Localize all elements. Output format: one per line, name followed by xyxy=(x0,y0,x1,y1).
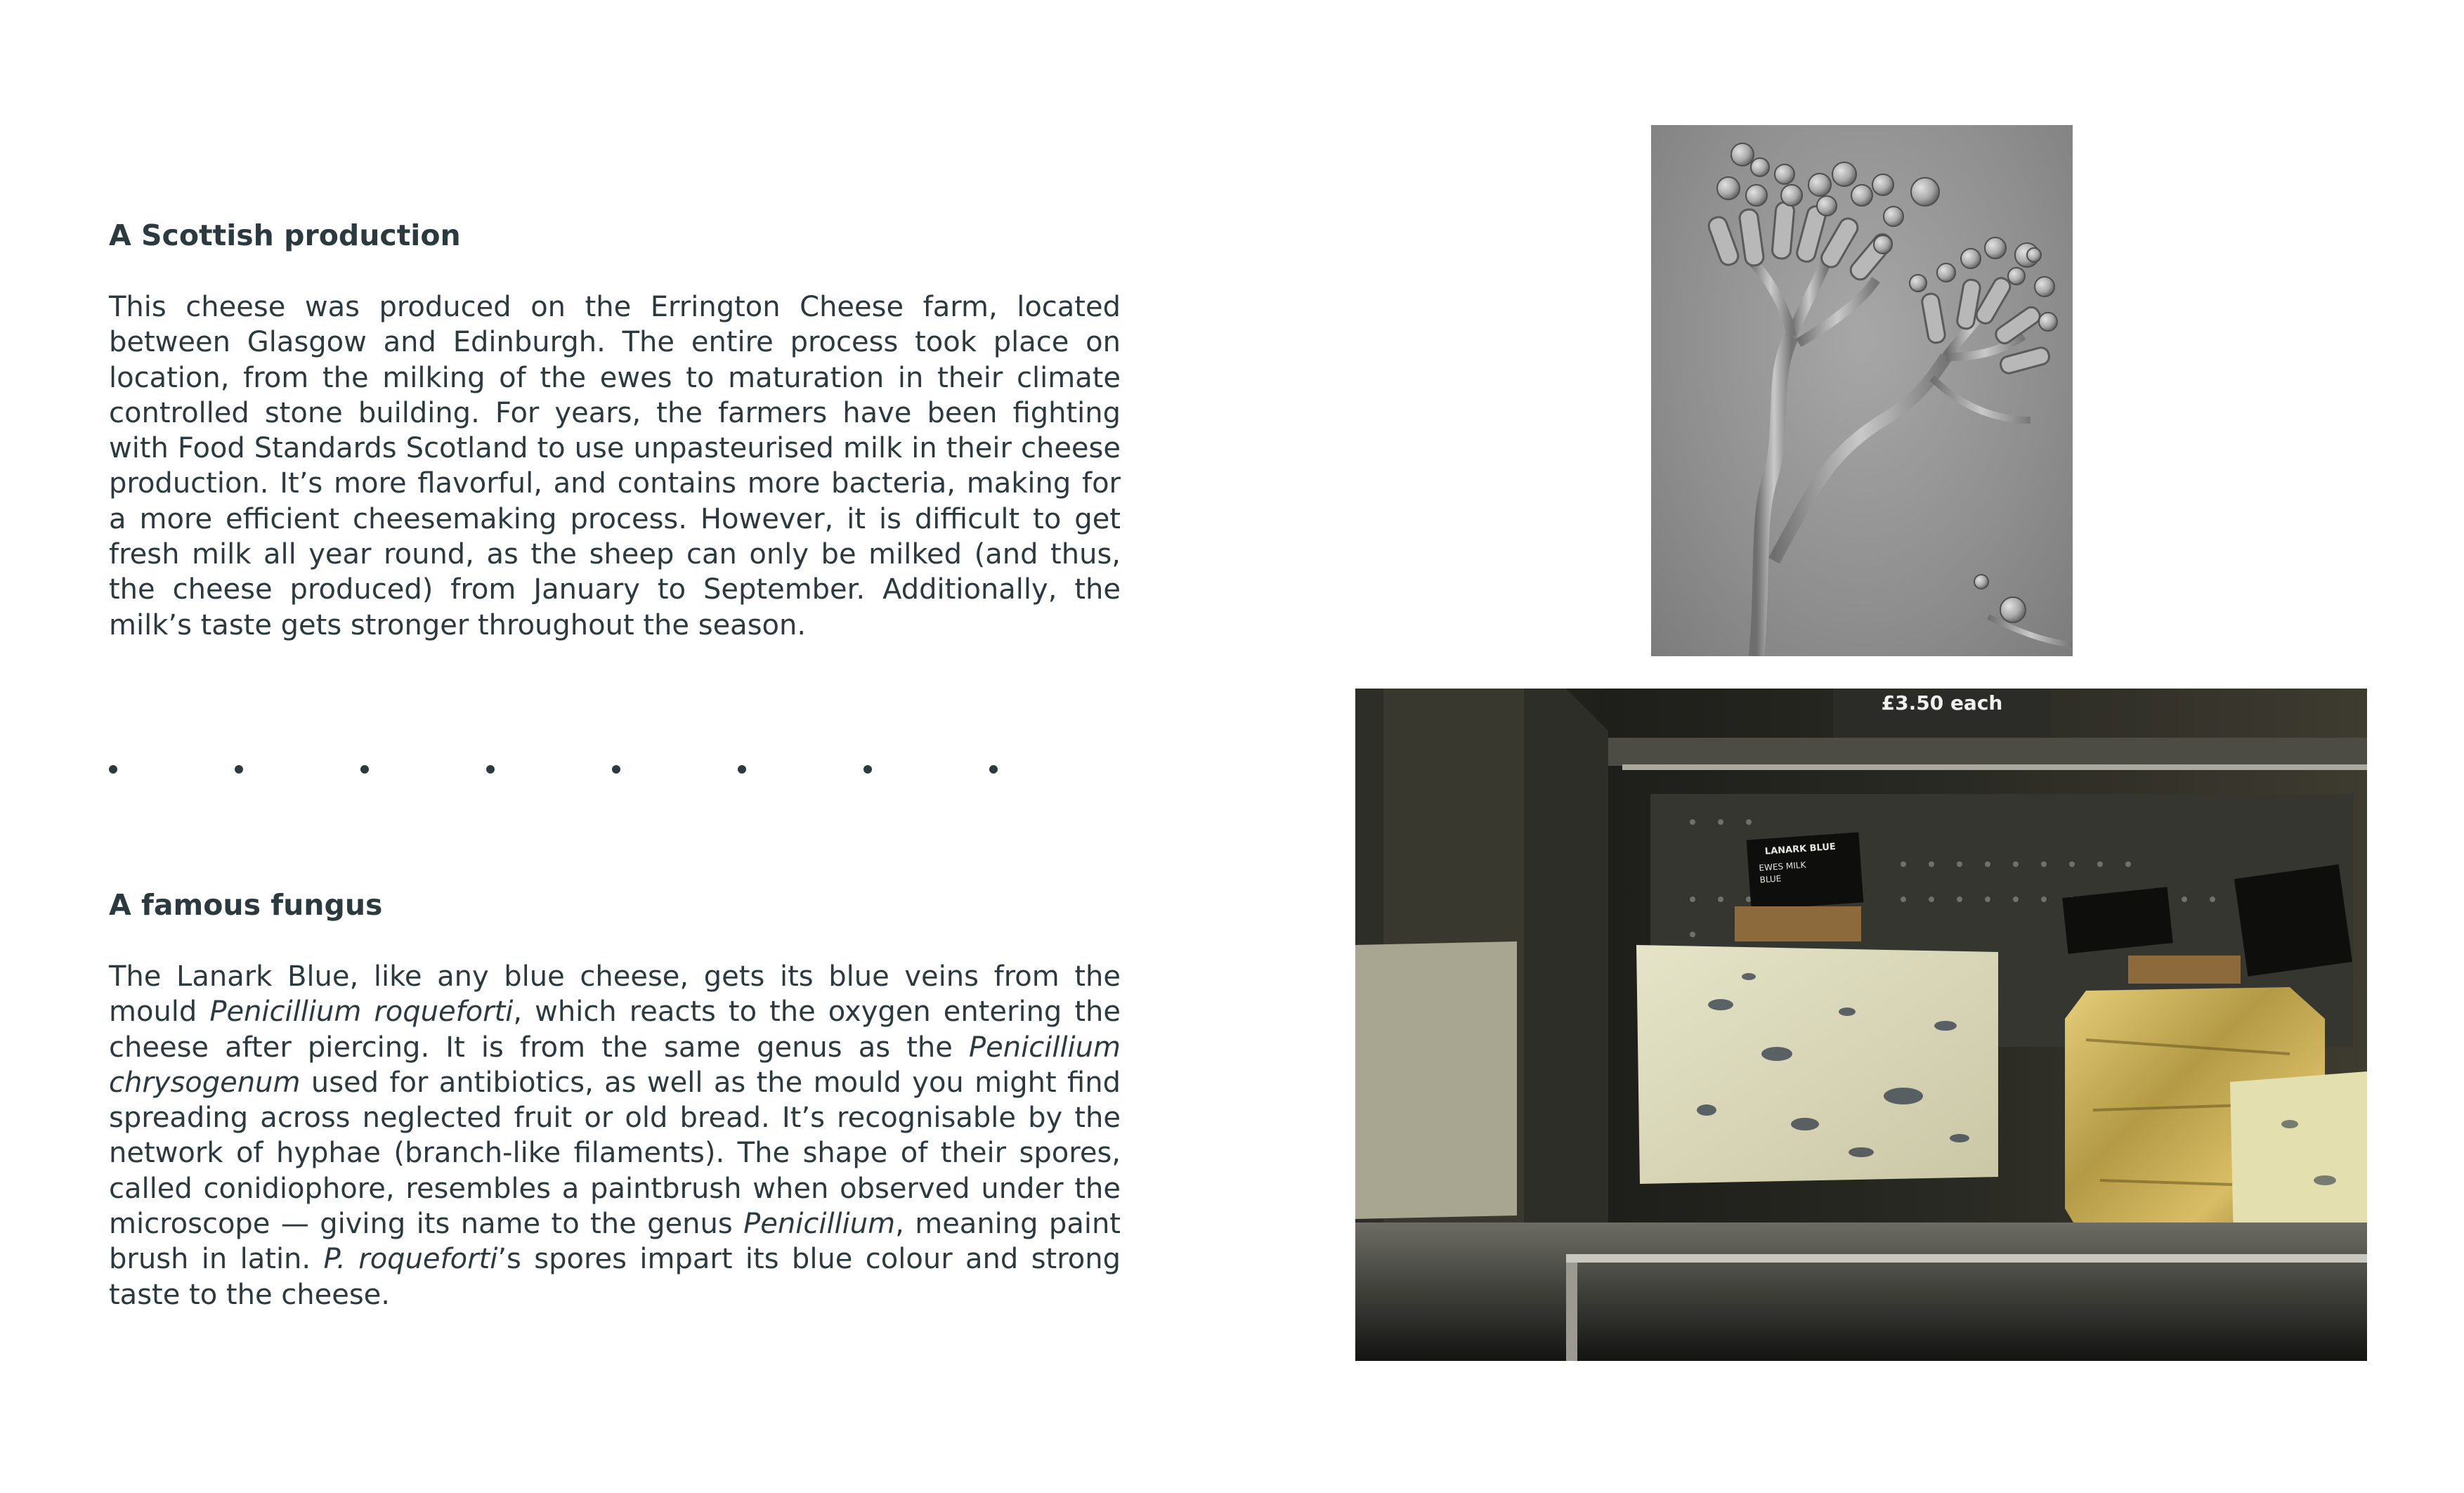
divider-dot xyxy=(360,765,369,774)
text-run: The Lanark Blue, like any blue cheese, gets its blue veins from the mould xyxy=(109,960,1121,1029)
text-run: , meaning paint brush in latin. xyxy=(109,1208,1121,1276)
section-heading: A Scottish production xyxy=(109,219,461,252)
text-run: ’s spores impart its blue colour and strong taste to the cheese. xyxy=(109,1243,1121,1311)
microscope-conidiophore-image xyxy=(1651,125,2073,656)
divider-dot xyxy=(109,765,117,774)
divider-dot xyxy=(738,765,746,774)
dotted-divider xyxy=(109,765,1008,774)
cheese-label-title: LANARK BLUE xyxy=(1764,841,1837,857)
genus-name: Penicillium xyxy=(743,1208,896,1241)
divider-dot xyxy=(612,765,620,774)
section-heading: A famous fungus xyxy=(109,888,383,922)
price-sign: £3.50 each xyxy=(1881,691,2003,715)
section-body-text: This cheese was produced on the Errington Cheese farm, located between Glasgow and Edinburgh. The entire process took place on location, from the milking of the ewes to maturation in their climate controlled stone building. For years, the farmers have been fighting with Food Standards Scotland to use unpasteurised milk in their cheese production. It’s more flavorful, and contains more bacteria, making for a more efficient cheesemaking process. However, it is difficult to get fresh milk all year round, as the sheep can only be milked (and thus, the cheese produced) from January to September. Additionally, the milk’s taste gets stronger throughout the season. xyxy=(109,291,1121,641)
section-famous-fungus xyxy=(109,887,1121,1312)
section-body-text xyxy=(109,959,1121,1312)
text-run: used for antibiotics, as well as the mould you might find spreading across neglected fruit or old bread. It’s recognisable by the network of hyphae (branch-like filaments). The shape of their spores, called conidiophore, resembles a paintbrush when observed under the microscope — giving its name to the genus xyxy=(109,1066,1121,1241)
text-run: , which reacts to the oxygen entering the cheese after piercing. It is from the same genus as the xyxy=(109,996,1121,1064)
divider-dot xyxy=(486,765,495,774)
divider-dot xyxy=(235,765,243,774)
species-name: Penicillium chrysogenum xyxy=(109,1031,1121,1099)
species-name: Penicillium roqueforti xyxy=(209,996,514,1029)
divider-dot xyxy=(989,765,998,774)
cheese-label-line: EWES MILK xyxy=(1759,859,1806,873)
cheese-label-line: BLUE xyxy=(1759,873,1782,885)
conidiophore-illustration xyxy=(1651,125,2073,656)
species-name: P. roqueforti xyxy=(323,1243,498,1276)
cheese-counter-illustration xyxy=(1355,689,2367,1361)
section-scottish-production xyxy=(109,218,1121,643)
divider-dot xyxy=(863,765,872,774)
cheese-display-photo xyxy=(1355,689,2367,1361)
